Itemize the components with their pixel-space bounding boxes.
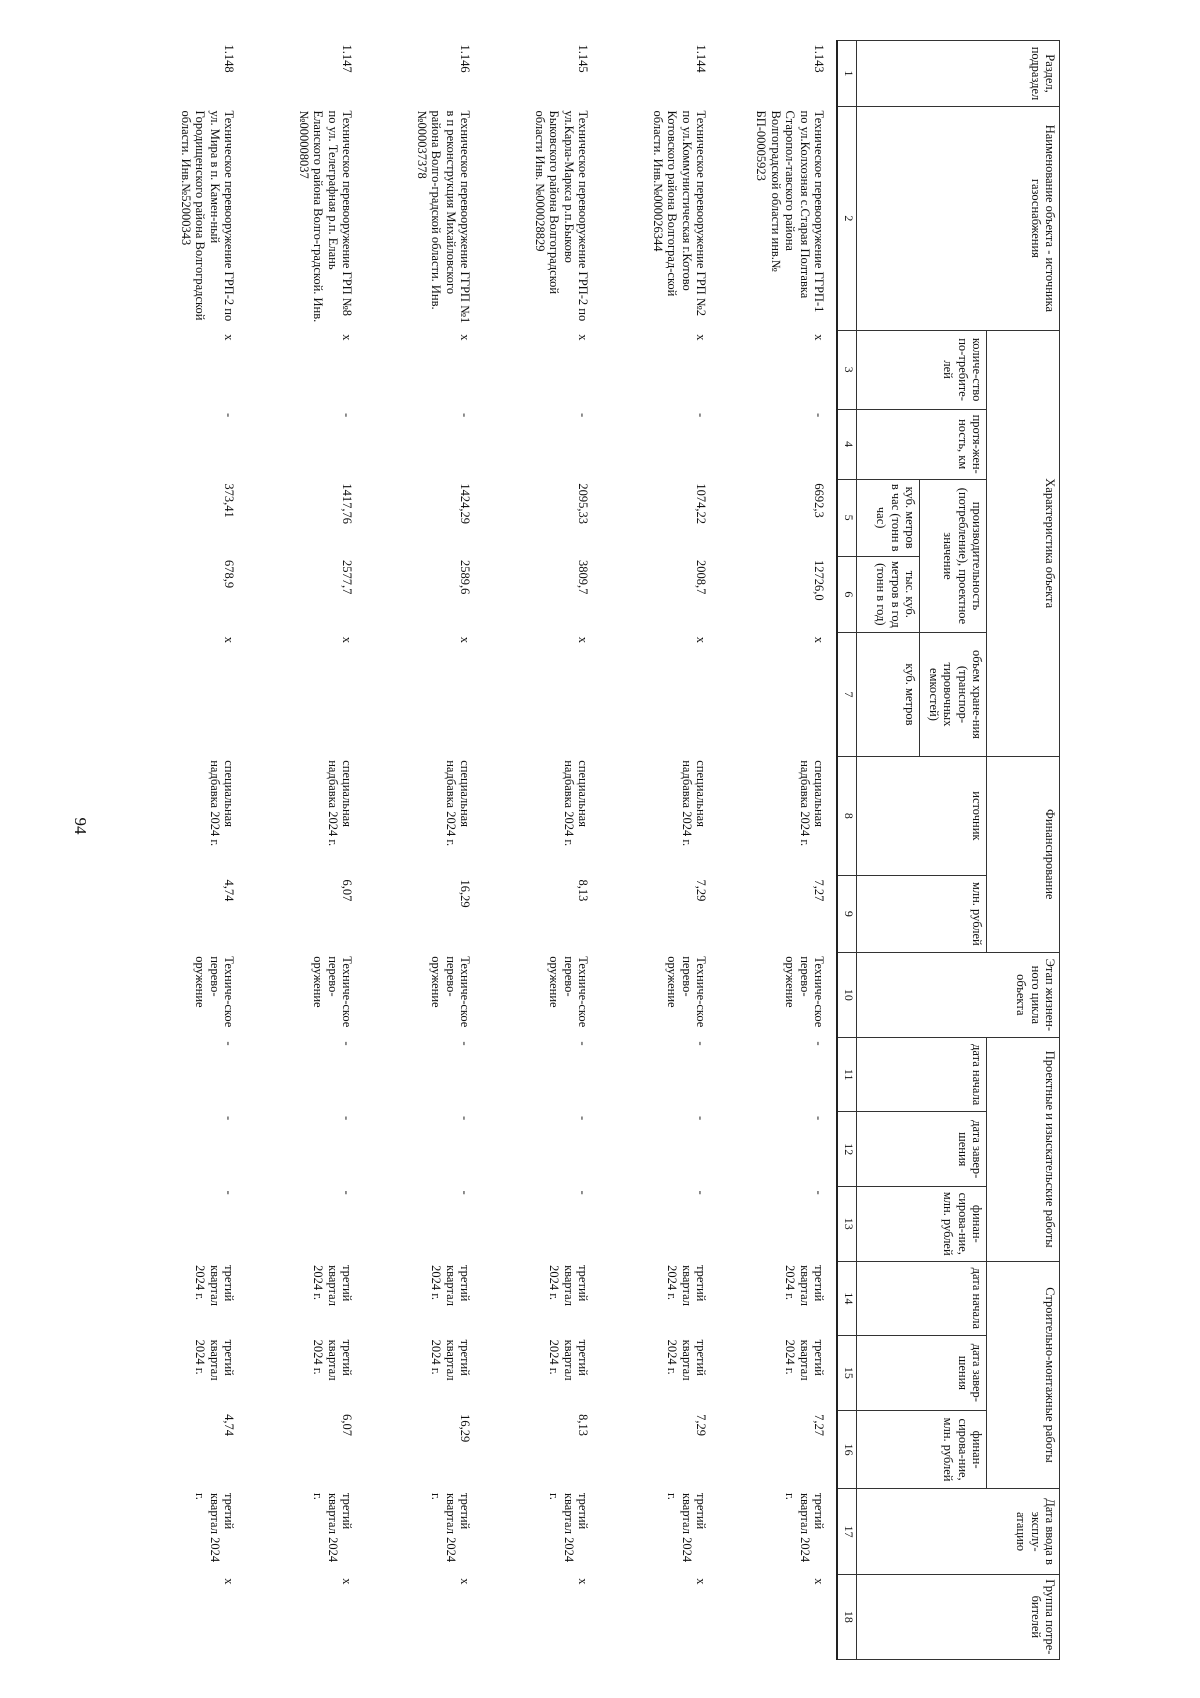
- table-cell: -: [694, 1041, 708, 1046]
- table-cell: 7,27: [812, 1414, 826, 1437]
- table-cell: 8,13: [576, 1414, 590, 1437]
- header-design-start: дата начала: [857, 1037, 987, 1112]
- table-cell: третий квартал 2024 г.: [547, 1339, 590, 1381]
- table-cell: 2589,6: [458, 560, 472, 595]
- table-cell: x: [222, 1578, 236, 1585]
- table-cell: третий квартал 2024 г.: [311, 1492, 354, 1563]
- gas-supply-objects-table: [128, 40, 1060, 1660]
- table-cell: x: [694, 334, 708, 341]
- table-row: [246, 41, 364, 1660]
- table-cell: -: [340, 1041, 354, 1046]
- header-commissioning-date: Дата ввода в эксплу-атацию: [857, 1489, 1060, 1574]
- table-cell: 6,07: [340, 1414, 354, 1437]
- table-cell: -: [576, 1041, 590, 1046]
- header-capacity-year: тыс. куб. метров в год (тонн в год): [857, 556, 920, 633]
- table-cell: 12726,0: [812, 560, 826, 601]
- table-cell: Техниче-ское перево-оружение: [311, 956, 354, 1028]
- table-cell: специальная надбавка 2024 г.: [797, 760, 826, 847]
- table-row: [482, 41, 600, 1660]
- table-cell: x: [694, 636, 708, 643]
- table-cell: Техническое перевооружение ГРП-2 по ул. Мира в п. Камен-ный Городищенского района Волгоградской области. Инв.№52000343: [178, 110, 236, 322]
- table-cell: -: [812, 1115, 826, 1121]
- table-cell: Техниче-ское перево-оружение: [429, 956, 472, 1028]
- table-cell: -: [576, 413, 590, 418]
- table-cell: x: [222, 334, 236, 341]
- table-cell: Техническое перевооружение ГРП-2 по ул.Карла-Маркса р.п.Быково Быковского района Волгоградской области Инв. №000028829: [532, 110, 590, 322]
- table-cell: 678,9: [222, 560, 236, 589]
- table-cell: -: [222, 413, 236, 418]
- column-number: 8: [837, 756, 857, 875]
- table-cell: -: [458, 413, 472, 418]
- header-design-financing: финан-сирова-ние, млн. рублей: [857, 1187, 987, 1262]
- table-cell: третий квартал 2024 г.: [311, 1265, 354, 1307]
- column-number: 4: [837, 409, 857, 479]
- table-cell: -: [694, 413, 708, 418]
- table-body: [128, 41, 837, 1660]
- table-cell: 4,74: [222, 879, 236, 902]
- table-row: [718, 41, 837, 1660]
- table-cell: x: [576, 334, 590, 341]
- table-cell: x: [340, 1578, 354, 1585]
- table-cell: -: [222, 1190, 236, 1195]
- table-cell: третий квартал 2024 г.: [311, 1339, 354, 1381]
- table-cell: x: [694, 1578, 708, 1585]
- rotated-sheet: [170, 40, 1060, 1660]
- page-number: 94: [71, 817, 90, 835]
- table-cell: 2008,7: [694, 560, 708, 595]
- table-cell: третий квартал 2024 г.: [665, 1265, 708, 1307]
- column-number: 12: [837, 1112, 857, 1187]
- table-cell: x: [576, 636, 590, 643]
- header-storage-unit: куб. метров: [857, 633, 920, 757]
- header-capacity-hour: куб. метров в час (тонн в час): [857, 479, 920, 556]
- column-number: 7: [837, 633, 857, 757]
- table-cell: 373,41: [222, 483, 236, 518]
- column-numbers-row: [837, 41, 857, 1660]
- table-cell: третий квартал 2024 г.: [193, 1492, 236, 1563]
- table-cell: третий квартал 2024 г.: [429, 1339, 472, 1381]
- header-financing: Финансирование: [987, 756, 1060, 952]
- header-length: протя-жен-ность, км: [857, 409, 987, 479]
- column-number: 6: [837, 556, 857, 633]
- column-number: 10: [837, 952, 857, 1037]
- header-construction-start: дата начала: [857, 1261, 987, 1336]
- column-number: 16: [837, 1410, 857, 1489]
- table-cell: x: [458, 334, 472, 341]
- table-cell: третий квартал 2024 г.: [547, 1265, 590, 1307]
- header-storage: объем хране-ния (транспор-тировочных емкостей): [920, 633, 987, 757]
- table-cell: x: [458, 636, 472, 643]
- table-cell: x: [340, 636, 354, 643]
- table-cell: 1.146: [458, 44, 472, 73]
- table-cell: 4,74: [222, 1414, 236, 1437]
- table-cell: третий квартал 2024 г.: [429, 1492, 472, 1563]
- table-cell: 16,29: [458, 1414, 472, 1443]
- table-cell: 1.144: [694, 44, 708, 73]
- table-cell: 1.143: [812, 44, 826, 73]
- table-cell: специальная надбавка 2024 г.: [207, 760, 236, 847]
- table-cell: третий квартал 2024 г.: [665, 1492, 708, 1563]
- header-construction-works: Строительно-монтажные работы: [987, 1261, 1060, 1489]
- table-cell: -: [458, 1190, 472, 1195]
- table-cell: x: [222, 636, 236, 643]
- header-lifecycle-stage: Этап жизнен-ного цикла объекта: [857, 952, 1060, 1037]
- table-cell: 7,29: [694, 1414, 708, 1437]
- table-cell: третий квартал 2024 г.: [783, 1265, 826, 1307]
- table-cell: -: [458, 1041, 472, 1046]
- table-row: [364, 41, 482, 1660]
- table-cell: Техниче-ское перево-оружение: [665, 956, 708, 1028]
- column-number: 13: [837, 1187, 857, 1262]
- header-consumers-count: количе-ство по-требите-лей: [857, 330, 987, 409]
- header-construction-financing: финан-сирова-ние, млн. рублей: [857, 1410, 987, 1489]
- header-object-name: Наименование объекта - источника газоснабжения: [857, 107, 1060, 331]
- table-cell: 1.145: [576, 44, 590, 73]
- table-cell: 7,27: [812, 879, 826, 902]
- table-cell: третий квартал 2024 г.: [665, 1339, 708, 1381]
- header-construction-end: дата завер-шения: [857, 1336, 987, 1411]
- table-cell: x: [812, 636, 826, 643]
- column-number: 1: [837, 41, 857, 107]
- column-number: 2: [837, 107, 857, 331]
- header-financing-source: источник: [857, 756, 987, 875]
- table-cell: -: [694, 1115, 708, 1121]
- table-cell: x: [812, 334, 826, 341]
- table-cell: x: [458, 1578, 472, 1585]
- table-cell: специальная надбавка 2024 г.: [561, 760, 590, 847]
- table-cell: третий квартал 2024 г.: [783, 1492, 826, 1563]
- table-cell: Техническое перевооружение ГГРП-1 по ул.Колхозная с.Старая Полтавка Старопол-тавского района Волгоградской области инв.№ БП-00005923: [754, 110, 826, 313]
- header-financing-amount: млн. рублей: [857, 876, 987, 953]
- table-cell: третий квартал 2024 г.: [193, 1265, 236, 1307]
- table-cell: -: [222, 1041, 236, 1046]
- table-cell: 8,13: [576, 879, 590, 902]
- table-cell: 6692,3: [812, 483, 826, 518]
- table-cell: 7,29: [694, 879, 708, 902]
- table-cell: специальная надбавка 2024 г.: [679, 760, 708, 847]
- table-cell: 1424,29: [458, 483, 472, 524]
- column-number: 18: [837, 1574, 857, 1659]
- table-row: [128, 41, 246, 1660]
- table-cell: -: [812, 1041, 826, 1046]
- column-number: 11: [837, 1037, 857, 1112]
- header-characteristics: Характеристика объекта: [987, 330, 1060, 756]
- column-number: 17: [837, 1489, 857, 1574]
- table-cell: третий квартал 2024 г.: [547, 1492, 590, 1563]
- table-cell: -: [340, 1190, 354, 1195]
- table-cell: Техниче-ское перево-оружение: [193, 956, 236, 1028]
- table-cell: третий квартал 2024 г.: [429, 1265, 472, 1307]
- table-cell: x: [576, 1578, 590, 1585]
- table-cell: -: [222, 1115, 236, 1121]
- column-number: 9: [837, 876, 857, 953]
- header-design-end: дата завер-шения: [857, 1112, 987, 1187]
- table-cell: Техниче-ское перево-оружение: [547, 956, 590, 1028]
- table-cell: Техническое перевооружение ГРП №2 по ул.Коммунистическая г.Котово Котовского района Волгоград-ской области. Инв.№000026344: [650, 110, 708, 317]
- table-cell: третий квартал 2024 г.: [193, 1339, 236, 1381]
- table-cell: 16,29: [458, 879, 472, 908]
- table-cell: Техническое перевооружение ГРП №8 по ул. Телеграфная р.п. Елань Еланского района Волго-градской. Инв.№000008037: [296, 110, 354, 323]
- table-cell: -: [458, 1115, 472, 1121]
- table-cell: -: [576, 1115, 590, 1121]
- table-cell: -: [694, 1190, 708, 1195]
- table-cell: 1417,76: [340, 483, 354, 524]
- table-cell: x: [812, 1578, 826, 1585]
- table-cell: специальная надбавка 2024 г.: [443, 760, 472, 847]
- table-row: [600, 41, 718, 1660]
- table-cell: 6,07: [340, 879, 354, 902]
- header-design-works: Проектные и изыскательские работы: [987, 1037, 1060, 1261]
- table-cell: Техническое перевооружение ГГРП №1 в п реконструкция Михайловского района Волго-градской области. Инв.№000037378: [414, 110, 472, 324]
- column-number: 15: [837, 1336, 857, 1411]
- header-consumer-group: Группа потре-бителей: [857, 1574, 1060, 1659]
- column-number: 14: [837, 1261, 857, 1336]
- table-cell: третий квартал 2024 г.: [783, 1339, 826, 1381]
- header-capacity: производительность (потребление), проектное значение: [920, 479, 987, 632]
- column-number: 3: [837, 330, 857, 409]
- table-cell: специальная надбавка 2024 г.: [325, 760, 354, 847]
- table-cell: 2577,7: [340, 560, 354, 595]
- table-cell: -: [812, 1190, 826, 1195]
- table-cell: -: [576, 1190, 590, 1195]
- table-cell: 2095,33: [576, 483, 590, 524]
- table-cell: -: [340, 413, 354, 418]
- column-number: 5: [837, 479, 857, 556]
- table-cell: 1074,22: [694, 483, 708, 524]
- table-cell: 1.148: [222, 44, 236, 73]
- table-cell: 1.147: [340, 44, 354, 73]
- table-cell: -: [340, 1115, 354, 1121]
- table-cell: x: [340, 334, 354, 341]
- header-section: Раздел, подраздел: [857, 41, 1060, 107]
- table-cell: Техниче-ское перево-оружение: [783, 956, 826, 1028]
- table-cell: 3809,7: [576, 560, 590, 595]
- table-cell: -: [812, 413, 826, 418]
